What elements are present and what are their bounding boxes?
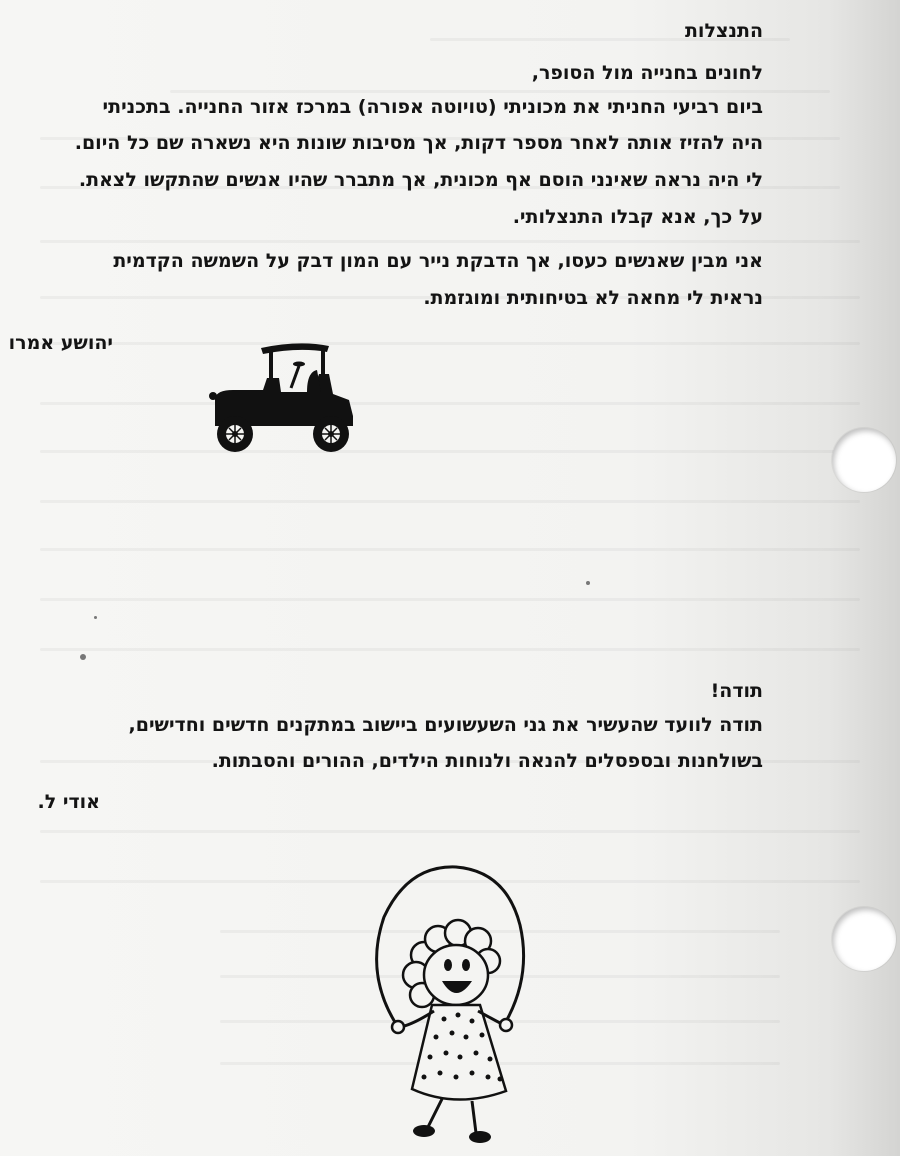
thanks-line: בשולחנות ובספסלים להנאה ולנוחות הילדים, ההורים והסבתות. [211,750,763,772]
binder-hole-top [832,428,896,492]
apology-line: על כך, אנא קבלו התנצלותי. [512,206,763,228]
speck [80,654,86,660]
girl-jumping-rope-illustration [356,865,546,1155]
speck [94,616,97,619]
speck [586,581,590,585]
binder-hole-bottom [832,907,896,971]
apology-greeting: לחונים בחנייה מול הסופר, [531,62,763,84]
vintage-car-illustration [203,336,363,456]
thanks-title: תודה! [710,680,763,702]
apology-line: ביום רביעי החניתי את מכוניתי (טויוטה אפורה) במרכז אזור החנייה. בתכניתי [102,96,763,118]
apology-line: נראית לי מחאה לא בטיחותית ומוגזמת. [423,287,763,309]
thanks-signature: אודי ל. [37,791,100,813]
apology-signature: יהושע אמרו [8,332,113,354]
apology-title: התנצלות [684,20,763,42]
apology-line: אני מבין שאנשים כעסו, אך הדבקת נייר עם המון דבק על השמשה הקדמית [113,250,763,272]
apology-line: לי היה נראה שאינני הוסם אף מכונית, אך מתברר שהיו אנשים שהתקשו לצאת. [78,169,763,191]
apology-line: היה להזיז אותה לאחר מספר דקות, אך מסיבות שונות היא נשארה שם כל היום. [74,132,763,154]
thanks-line: תודה לוועד שהעשיר את גני השעשועים ביישוב במתקנים חדשים וחדישים, [128,714,763,736]
